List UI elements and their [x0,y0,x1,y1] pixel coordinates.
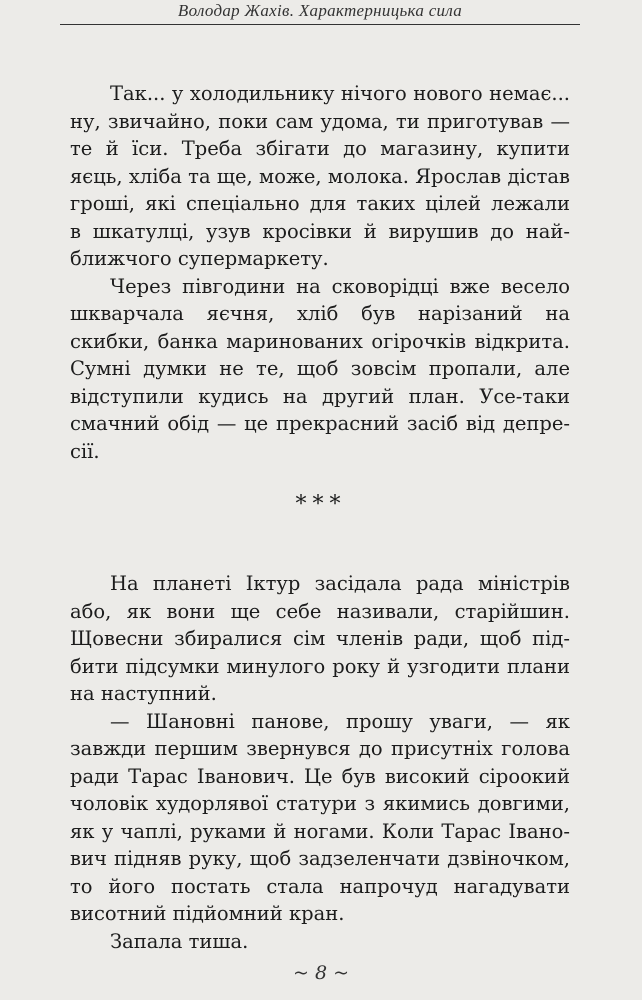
text-line: — Шановні панове, прошу уваги, — як [110,709,570,733]
text-line: ближчого супермаркету. [70,247,329,270]
text-line: відступили кудись на другий план. Усе-таки [70,384,570,408]
page-number: ~ 8 ~ [292,962,349,984]
section-separator: *** [295,492,347,517]
text-line: Через півгодини на сковорідці вже весело [110,274,570,298]
text-line: або, як вони ще себе називали, старійшин. [70,599,570,623]
text-line: Сумні думки не те, щоб зовсім пропали, але [70,357,570,380]
header-title: Володар Жахів. Характерницька сила [177,1,463,20]
paragraph [110,928,570,956]
text-line: шкварчала яєчня, хліб був нарізаний на [70,302,570,325]
text-line: ну, звичайно, поки сам удома, ти приготував — [70,109,570,133]
text-line: бити підсумки минулого року й узгодити плани [70,654,570,678]
paragraph [70,708,570,928]
text-line: в шкатулці, узув кросівки й вирушив до най- [70,219,570,243]
section-1 [70,80,570,465]
text-line: Щовесни збиралися сім членів ради, щоб під- [70,627,570,650]
text-line: Так... у холодильнику нічого нового немає... [110,82,570,105]
paragraph [70,80,570,273]
text-line: завжди першим звернувся до присутніх голова [70,737,570,760]
text-line: висотний підйомний кран. [70,902,345,925]
text-line: чоловік худорлявої статури з якимись довгими, [70,792,570,815]
running-header [60,0,580,30]
text-line: сії. [70,439,100,463]
text-line: ради Тарас Іванович. Це був високий сіроокий [70,764,570,788]
text-line: смачний обід — це прекрасний засіб від депре- [70,412,570,435]
text-line: яєць, хліба та ще, може, молока. Ярослав дістав [70,164,570,188]
text-line: гроші, які спеціально для таких цілей лежали [70,192,570,215]
paragraph [70,273,570,466]
text-line: то його постать стала напрочуд нагадувати [70,874,570,898]
section-2 [70,570,570,955]
text-line: те й їси. Треба збігати до магазину, купити [70,137,570,160]
text-line: на наступний. [70,682,217,705]
text-line: На планеті Іктур засідала рада міністрів [110,572,570,595]
paragraph [70,570,570,708]
text-line: вич підняв руку, щоб задзеленчати дзвіночком, [70,847,570,870]
text-line: як у чаплі, руками й ногами. Коли Тарас Івано- [70,819,570,843]
text-line: скибки, банка маринованих огірочків відкрита. [70,329,570,353]
text-line: Запала тиша. [110,929,249,953]
